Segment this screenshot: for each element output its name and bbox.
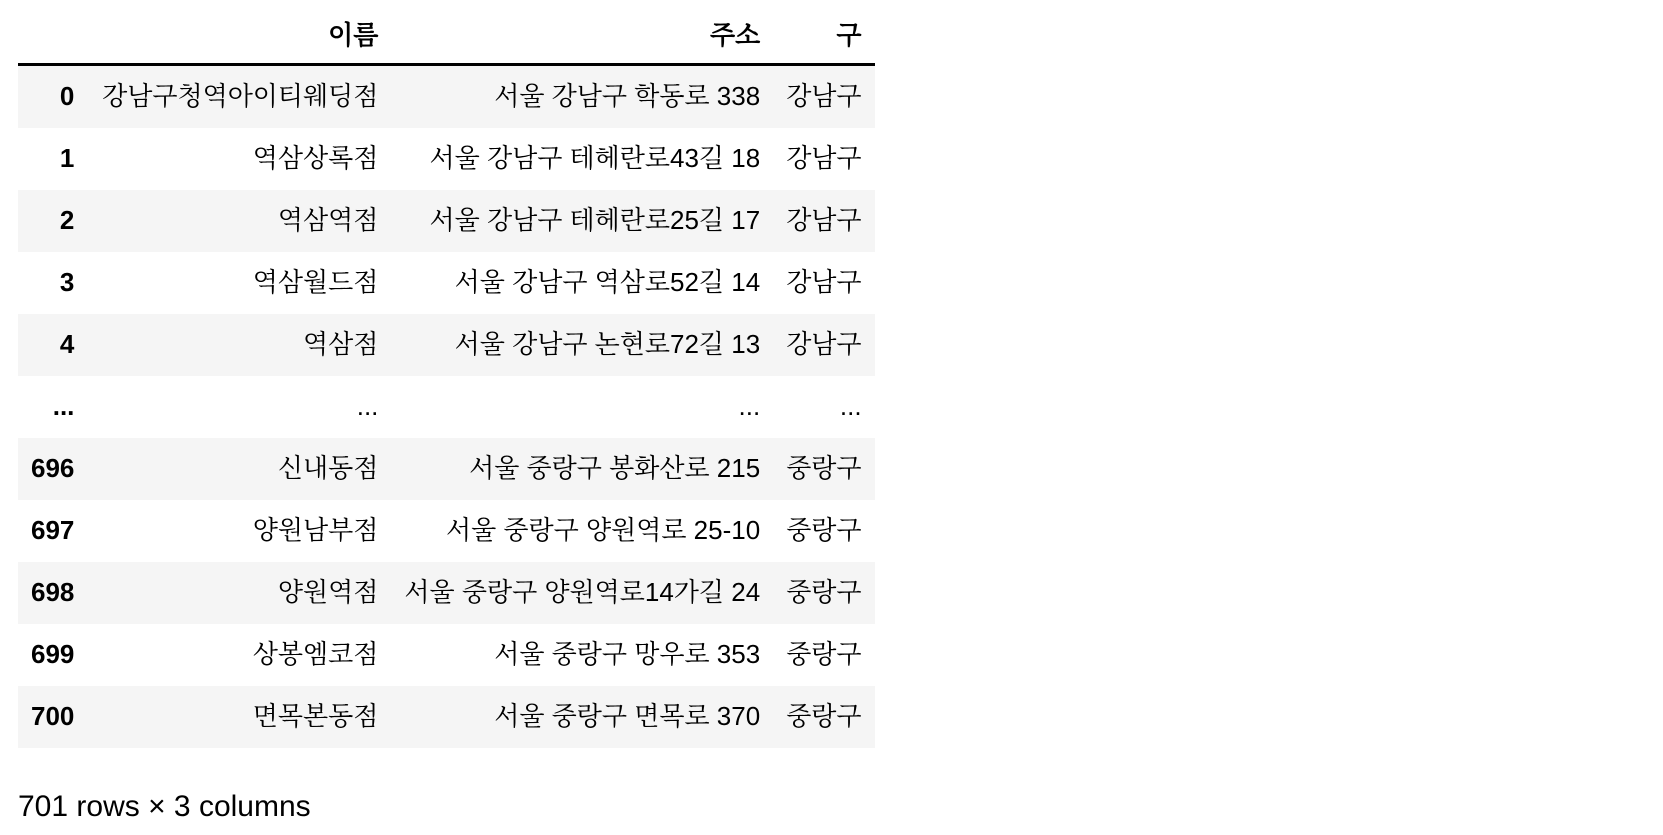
row-index: 3: [59, 267, 75, 298]
table-row: [18, 438, 875, 500]
cell-name: 양원역점: [277, 577, 379, 608]
table-body: [18, 65, 875, 749]
header-row: [18, 8, 875, 65]
row-index: 698: [31, 577, 75, 608]
cell-gu: 강남구: [786, 267, 862, 298]
cell-address: 서울 중랑구 망우로 353: [494, 639, 761, 670]
cell-address: 서울 강남구 테헤란로25길 17: [429, 205, 761, 236]
table-row: [18, 252, 875, 314]
cell-address: 서울 강남구 학동로 338: [494, 81, 761, 112]
cell-address: 서울 중랑구 양원역로 25-10: [445, 515, 761, 546]
dataframe-table: [18, 8, 875, 748]
cell-name: 강남구청역아이티웨딩점: [102, 81, 379, 112]
table-row: [18, 500, 875, 562]
col-header-gu: 구: [836, 19, 862, 50]
cell-name: ...: [356, 391, 379, 422]
cell-name: 역삼역점: [277, 205, 379, 236]
row-index: ...: [52, 391, 75, 422]
dataframe-shape: 701 rows × 3 columns: [18, 790, 311, 823]
cell-name: 양원남부점: [252, 515, 379, 546]
row-index: 0: [59, 81, 75, 112]
cell-name: 면목본동점: [252, 701, 379, 732]
cell-gu: 중랑구: [786, 515, 862, 546]
cell-address: 서울 중랑구 면목로 370: [494, 701, 761, 732]
cell-name: 신내동점: [277, 453, 379, 484]
index-header: [18, 8, 87, 65]
cell-gu: 중랑구: [786, 639, 862, 670]
row-index: 1: [59, 143, 75, 174]
row-index: 4: [59, 329, 75, 360]
row-index: 2: [59, 205, 75, 236]
table-row: [18, 128, 875, 190]
cell-gu: 강남구: [786, 205, 862, 236]
cell-address: 서울 강남구 역삼로52길 14: [454, 267, 761, 298]
cell-gu: 강남구: [786, 143, 862, 174]
cell-gu: 강남구: [786, 81, 862, 112]
row-index: 697: [31, 515, 75, 546]
col-header-name: 이름: [328, 19, 379, 50]
cell-name: 역삼월드점: [252, 267, 379, 298]
cell-address: 서울 중랑구 봉화산로 215: [469, 453, 761, 484]
table-row: [18, 314, 875, 376]
row-index: 700: [31, 701, 75, 732]
row-index: 696: [31, 453, 75, 484]
cell-gu: 강남구: [786, 329, 862, 360]
table-row: [18, 65, 875, 129]
cell-address: ...: [738, 391, 761, 422]
cell-gu: 중랑구: [786, 453, 862, 484]
table-row: [18, 686, 875, 748]
cell-name: 역삼점: [303, 329, 379, 360]
table-row: [18, 376, 875, 438]
cell-address: 서울 중랑구 양원역로14가길 24: [404, 577, 761, 608]
cell-address: 서울 강남구 테헤란로43길 18: [429, 143, 761, 174]
cell-gu: 중랑구: [786, 701, 862, 732]
table-row: [18, 190, 875, 252]
table-row: [18, 562, 875, 624]
cell-gu: ...: [839, 391, 862, 422]
row-index: 699: [31, 639, 75, 670]
cell-address: 서울 강남구 논현로72길 13: [454, 329, 761, 360]
col-header-address: 주소: [709, 19, 761, 50]
cell-gu: 중랑구: [786, 577, 862, 608]
cell-name: 역삼상록점: [252, 143, 379, 174]
cell-name: 상봉엠코점: [252, 639, 379, 670]
table-row: [18, 624, 875, 686]
